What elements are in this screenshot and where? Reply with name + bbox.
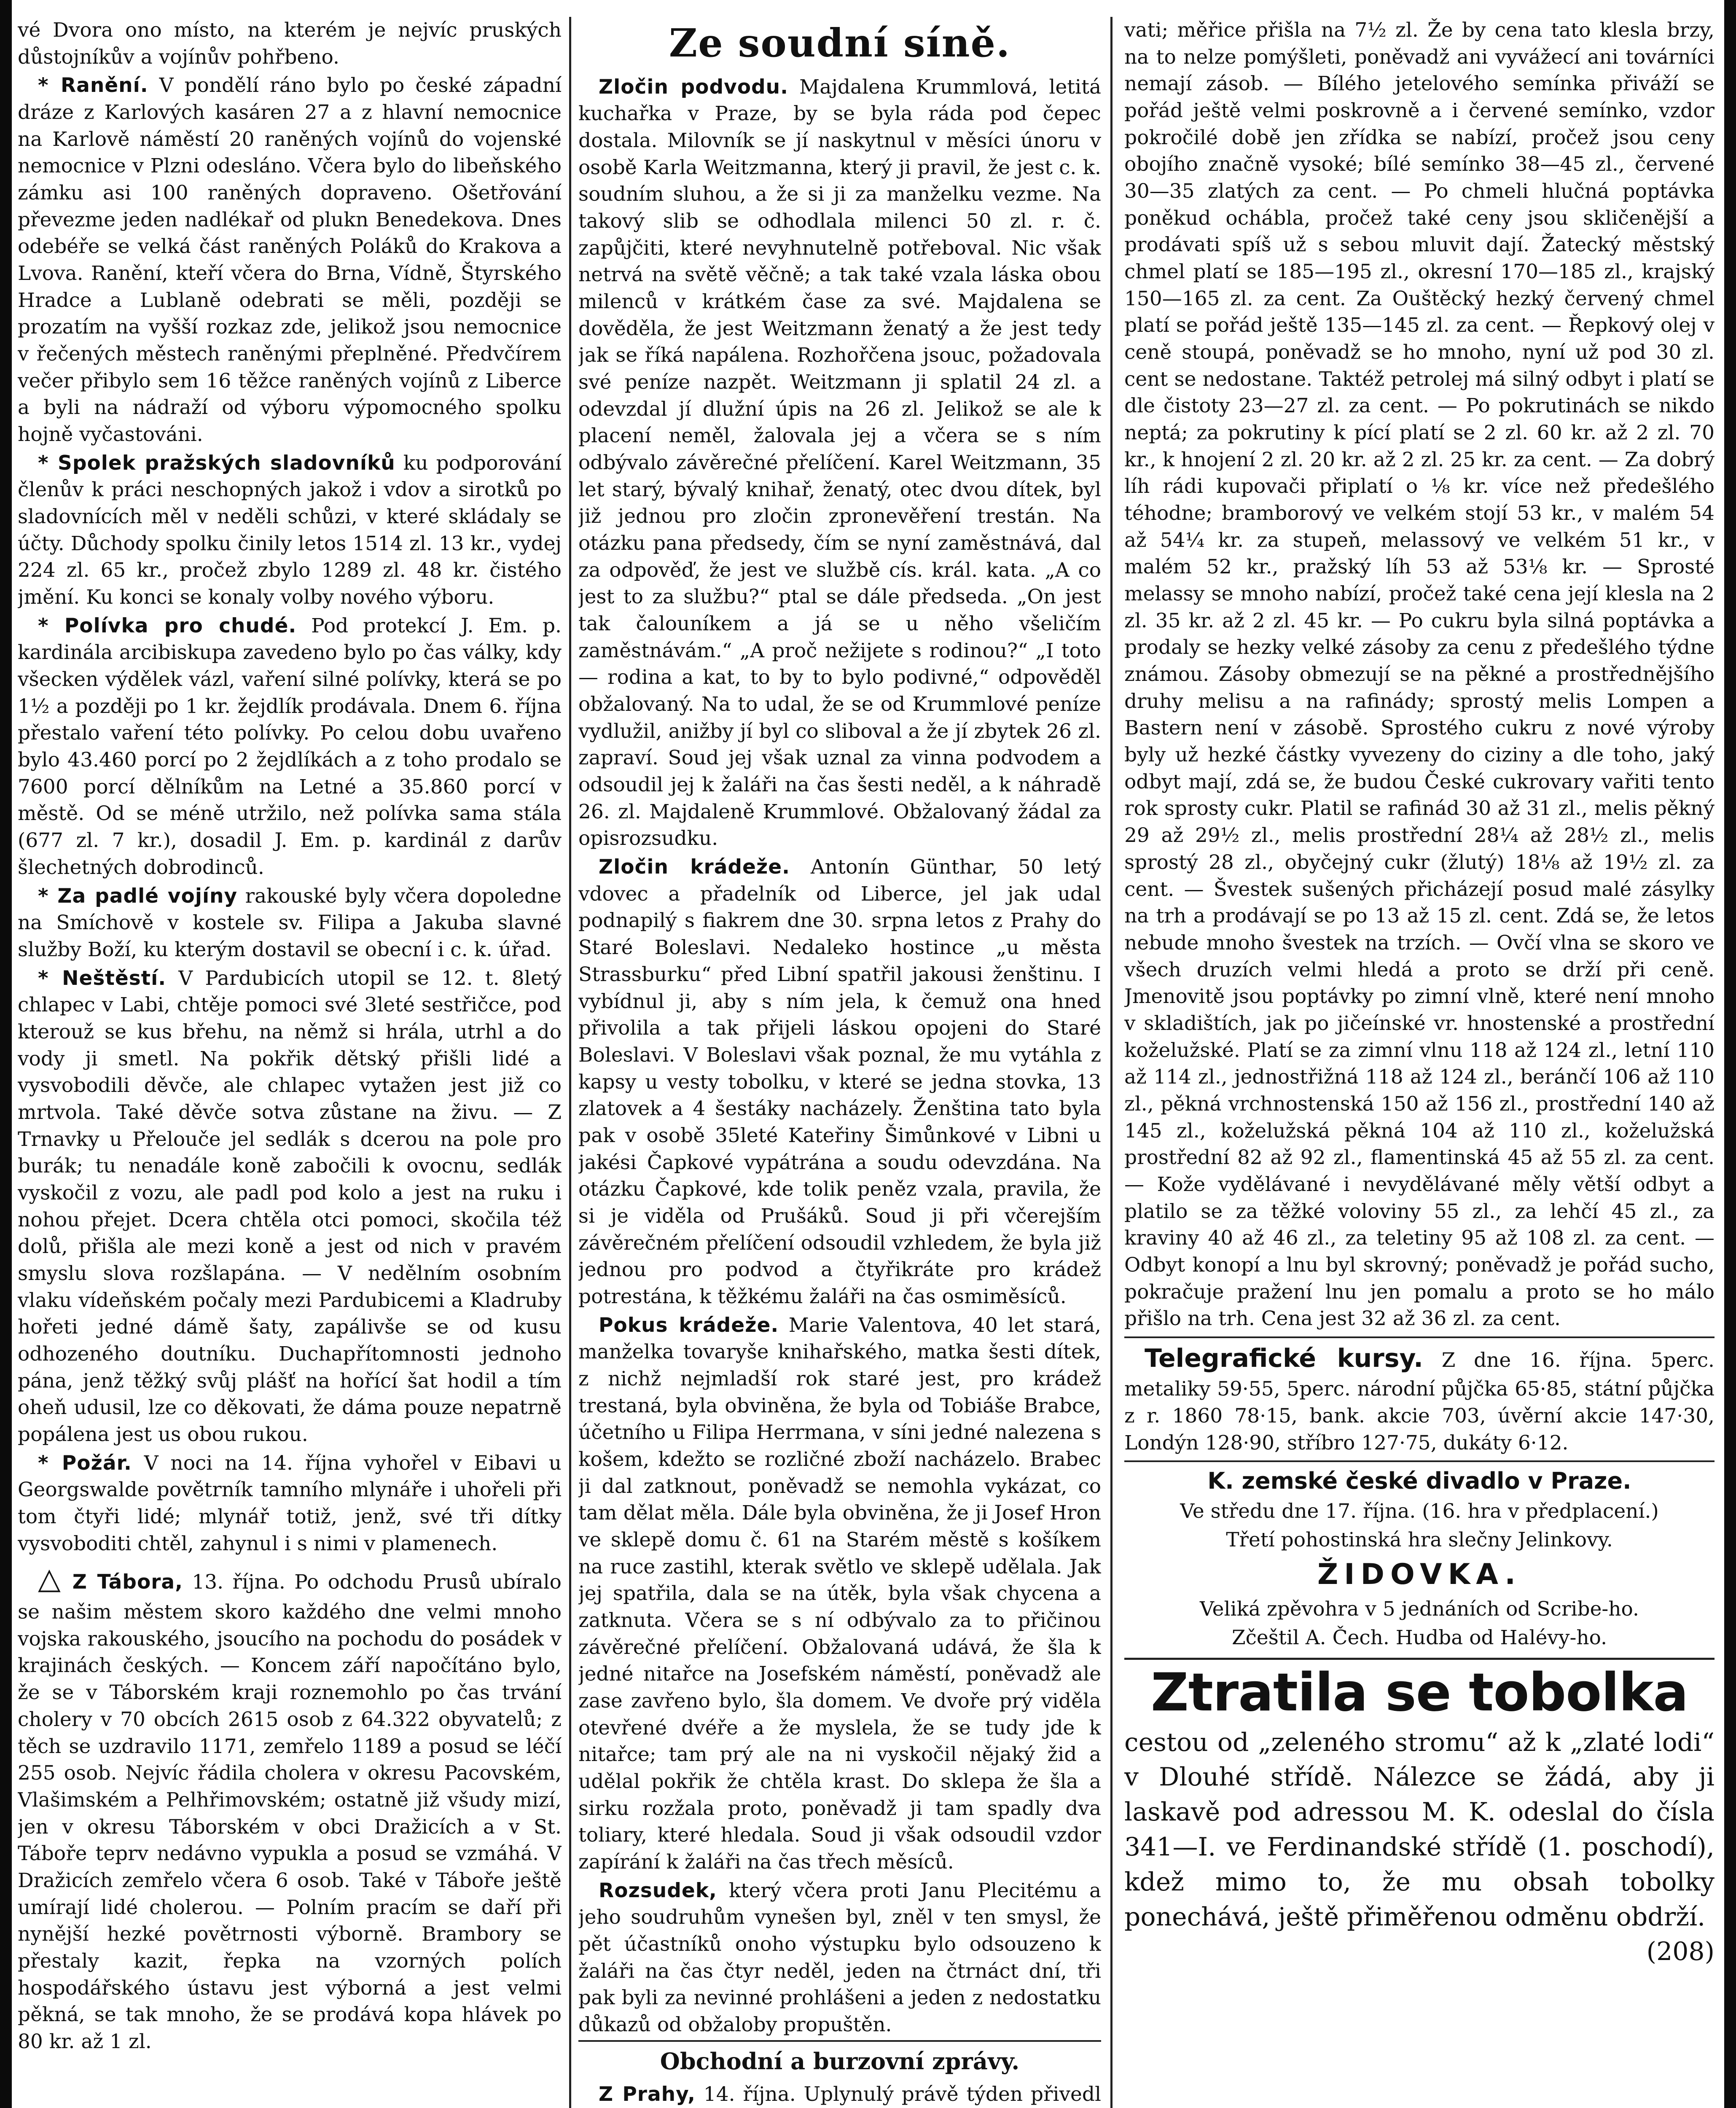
theatre-opera-info: Veliká zpěvohra v 5 jednáních od Scribe-ho. xyxy=(1200,1597,1639,1621)
column-local-news xyxy=(18,17,562,2108)
theatre-notice xyxy=(1124,1460,1715,1651)
article-zlocin-podvodu: Zločin podvodu. Majdalena Krummlová, letitá kuchařka v Praze, by se byla ráda pod čepec dostala. Milovník se jí naskytnul v měsíci únoru v osobě Karla Weitzmanna, který ji pravil, že jest c. k. soudním sluhou, a že si ji za manželku vezme. Na takový slib se odhodlala milenci 50 zl. r. č. zapůjčiti, které nevyhnutelně potřeboval. Nic však netrvá na světě věčně; a tak také vzala láska obou milenců v krátkém čase za své. Majdalena se dověděla, že jest Weitzmann ženatý a že jest tedy jak se říká napálena. Rozhořčena jsouc, požadovala své peníze nazpět. Weitzmann ji splatil 24 zl. a odevzdal jí dlužní úpis na 26 zl. Jelikož se ale k placení neměl, žalovala jej a včera se s ním odbývalo závěrečné přelíčení. Karel Weitzmann, 35 let starý, bývalý knihař, ženatý, otec dvou dítek, byl již jednou pro zločin zpronevěření trestán. Na otázku pana předsedy, čím se nyní zaměstnává, dal za odpověď, že jest ve službě cís. král. kata. „A co jest to za službu?“ ptal se dále předseda. „On jest tak čalouníkem a já se u něho všeličím zaměstnávám.“ „A proč nežijete s rodinou?“ „I toto — rodina a kat, to by to bylo podivné,“ odpověděl obžalovaný. Na to udal, že se od Krummlové peníze vydlužil, anižby jí byl co sliboval a že jí zbytek 26 zl. zapraví. Soud jej však uznal za vinna podvodem a odsoudil jej k žaláři na čas šesti neděl, a k náhradě 26. zl. Majdaleně Krummlové. Obžalovaný žádal za opisrozsudku. xyxy=(578,75,1101,850)
theatre-title: K. zemské české divadlo v Praze. xyxy=(1207,1468,1631,1495)
article-z-tabora: △ Z Tábora, 13. října. Po odchodu Prusů ubíralo se našim městem skoro každého dne velmi mnoho vojska rakouského, jsoucího na pochodu do posádek v krajinách českých. — Koncem září napočítáno bylo, že se v Táborském kraji roznemohlo po čas trvání cholery v 70 obcích 2615 osob z 64.322 obyvatelů; z těch se uzdravilo 1171, zemřelo 1189 a posud se léčí 255 osob. Nejvíc řádila cholera v okresu Pacovském, Vlašimském a Pelhřimovském; ostatně již všudy mizí, jen v okresu Táborském v obci Dražicích a v St. Táboře teprv nedávno vypukla a posud se vzmáhá. V Dražicích zemřelo včera 6 osob. Také v Táboře ještě umírají lidé cholerou. — Polním pracím se daří při nynější hezké povětrnosti výborně. Brambory se přestaly kazit, řepka na vzorných polích hospodářského ústavu jest výborná a jest velmi pěkná, se tak mnoho, že se prodává kopa hlávek po 80 kr. až 1 zl. xyxy=(18,1561,562,2053)
section-heading-business: Obchodní a burzovní zprávy. xyxy=(578,2040,1101,2077)
column-rule-right xyxy=(1110,17,1113,2108)
article-lead: Rozsudek, xyxy=(599,1879,717,1902)
scan-edge-left xyxy=(0,0,12,2108)
exchange-rates-block xyxy=(1124,1336,1715,1456)
article-lead: * Za padlé vojíny xyxy=(38,884,238,908)
article-lead: * Neštěstí. xyxy=(38,966,167,990)
ad-text: cestou od „zeleného stromu“ až k „zlaté lodi“ v Dlouhé střídě. Nálezce se žádá, aby ji laskavě pod adressou M. K. odeslal do čísla 341—I. ve Ferdinandské střídě (1. poschodí), kdež mimo to, že mu obsah tobolky ponechává, ještě přiměřenou odměnu obdrží. (208) xyxy=(1124,1725,1715,1935)
column-court-news xyxy=(578,17,1101,2108)
article-pokus-kradeze: Pokus krádeže. Marie Valentova, 40 let stará, manželka tovaryše knihařského, matka šesti dítek, z nichž nejmladší rok staré jest, pro krádež trestaná, byla obviněna, že byla od Tobiáše Brabce, účetního u Filipa Herrmana, v síni jedné nalezena s košem, kdežto se rozličné zboží nacházelo. Brabec ji dal zatknout, poněvadž se nemohla vykázat, co tam dělat měla. Dále byla obviněna, že ji Josef Hron ve sklepě domu č. 61 na Starém městě s košíkem na ruce zastihl, kterak světlo ve sklepě udělala. Jak jej spatřila, dala se na útěk, byla však chycena a zatknuta. Včera se s ní odbývalo za to přičinou závěrečné přelíčení. Obžalovaná udává, že šla k jedné nitařce na Josefském náměstí, poněvadž ale zase zavřeno bylo, šla domem. Ve dvoře prý viděla otevřené dvéře a že myslela, že se tudy jde k nitařce; tam prý ale na ni vyskočil nějaký žid a udělal pokřik že chtěla krast. Do sklepa že šla a sirku rozžala proto, poněvadž ji tam spadly dva toliary, které hledala. Soud ji však odsoudil vzdor zapírání k žaláři na čas třech měsíců. xyxy=(578,1313,1101,1874)
article-rozsudek: Rozsudek, který včera proti Janu Plecitému a jeho soudruhům vynešen byl, zněl v ten smysl, že pět účastníků onoho výstupku bylo odsouzeno k žaláři na čas čtyr neděl, jeden na čtrnáct dní, tři pak byli za nevinné prohlášeni a jeden z nedostatku důkazů od obžaloby propuštěn. xyxy=(578,1879,1101,2037)
article-pozar: * Požár. V noci na 14. října vyhořel v Eibavi u Georgswalde povětrník tamního mlynáře i uhořeli při tom čtyři lidé; mlynář totiž, jenž, své tři dítky vysvoboditi chtěl, zahynul i s nimi v plamenech. xyxy=(18,1451,562,1555)
article-lead: Z Tábora, xyxy=(72,1570,183,1594)
article-continued: vé Dvora ono místo, na kterém je nejvíc pruských důstojníkův a vojínův pohřbeno. xyxy=(18,19,562,69)
article-lead: Pokus krádeže. xyxy=(599,1313,779,1337)
article-polivka: * Polívka pro chudé. Pod protekcí J. Em. p. kardinála arcibiskupa zavedeno bylo po čas války, kdy všecken výdělek vázl, vaření silné polívky, která se po 1½ a později po 1 kr. žejdlík prodávala. Dnem 6. října přestalo vaření této polívky. Po celou dobu uvařeno bylo 43.460 porcí po 2 žejdlíkách a z toho prodalo se 7600 porcí dělníkům na Letné a 35.860 porcí v městě. Od se méně utržilo, než polívka sama stála (677 zl. 7 kr.), dosadil J. Em. p. kardinál z darův šlechetných dobrodinců. xyxy=(18,614,562,879)
ad-title: Ztratila se tobolka xyxy=(1150,1662,1688,1724)
article-lead: Zločin krádeže. xyxy=(599,855,790,879)
ad-reference-number: (208) xyxy=(1646,1937,1715,1967)
column-rule-left xyxy=(569,17,571,2108)
ad-body xyxy=(1124,1725,1715,1967)
section-heading-court: Ze soudní síně. xyxy=(669,20,1011,66)
article-lead: Z Prahy, xyxy=(599,2082,696,2106)
article-lead: * Ranění. xyxy=(38,74,148,97)
article-market-continued: vati; měřice přišla na 7½ zl. Že by cena tato klesla brzy, na to nelze pomýšleti, poněvadž ani vyvážecí ani továrníci nemají zásob. — Bílého jetelového semínka přiváží se pořád ještě velmi poskrovně a i červené semínko, vzdor pokročilé době jen zřídka se nabízí, pročež jsou ceny obojího značně vysoké; bílé semínko 38—45 zl., červené 30—35 zlatých za cent. — Po chmeli hlučná poptávka poněkud ochábla, pročež také ceny jsou skličenější a prodávati spíš už s sebou mluvit dají. Žatecký městský chmel platí se 185—195 zl., okresní 170—185 zl., krajský 150—165 zl. za cent. Za Ouštěcký hezký červený chmel platí se pořád ještě 135—145 zl. za cent. — Řepkový olej v ceně stoupá, poněvadž se ho mnoho, nyní už pod 30 zl. cent se nedostane. Taktéž petrolej má silný odbyt i platí se dle čistoty 23—27 zl. za cent. — Po pokrutinách se nikdo neptá; za pokrutiny k pící platí se 2 zl. 60 kr. až 2 zl. 70 kr., k hnojení 2 zl. 20 kr. až 2 zl. 25 kr. za cent. — Za dobrý líh rádi kupovači připlatí o ⅛ kr. více než předešlého téhodne; bramborový ve velkém stojí 53 kr., v malém 54 až 54¼ kr. za stupeň, melassový ve velkém 51 kr., v malém 52 kr., pražský líh 53 až 53⅛ kr. — Sprosté melassy se mnoho nabízí, pročež také cena její klesla na 2 zl. 35 kr. až 2 zl. 45 kr. — Po cukru byla silná poptávka a prodaly se hezky velké zásoby za cenu z předešlého týdne známou. Zásoby obmezují se na pěkné a prostřednějšího druhy melisu a na rafinády; sprostý melis Lompen a Bastern není v zásobě. Sprostého cukru z nové výroby byly už hezké částky vyvezeny do ciziny a dle toho, jaký odbyt mají, zdá se, že budou České cukrovary vařiti tento rok sprosty cukr. Platil se rafinád 30 až 31 zl., melis pěkný 29 až 29½ zl., melis prostřední 28¼ až 28½ zl., melis sprostý 28 zl., obyčejný cukr (žlutý) 18⅛ až 19½ zl. za cent. — Švestek sušených přicházejí posud malé zásylky na trh a prodávají se po 13 až 15 zl. cent. Zdá se, že letos nebude mnoho švestek na trzích. — Ovčí vlna se skoro ve všech druzích velmi hledá a proto se drží při ceně. Jmenovitě jsou poptávky po zimní vlně, které není mnoho v skladištích, jak po jičeínské vr. hnostenské a prostřední koželužské. Platí se za zimní vlnu 118 až 124 zl., letní 110 až 114 zl., jednostřižná 118 až 124 zl., beránčí 106 až 110 zl., pěkná vrchnostenská 150 až 156 zl., prostřední 140 až 145 zl., koželužská pěkná 104 až 110 zl., koželužská prostřední 82 až 92 zl., flamentinská 45 až 55 zl. za cent. — Kože vydělávané i nevydělávané měly větší odbyt a platilo se za těžké voloviny 55 zl., za lehčí 45 zl., za kraviny 40 až 46 zl., za teletiny 95 až 108 zl. za cent. — Odbyt konopí a lnu byl skrovný; poněvadž je pořád sucho, pokračuje pražení lnu jen pomalu a proto se ho málo přišlo na trh. Cena jest 32 až 36 zl. za cent. xyxy=(1124,19,1715,1331)
theatre-credits: Zčeštil A. Čech. Hudba od Halévy-ho. xyxy=(1231,1626,1607,1649)
article-padle-vojiny: * Za padlé vojíny rakouské byly včera dopoledne na Smíchově v kostele sv. Filipa a Jakuba slavné služby Boží, ku kterým dostavil se obecní i c. k. úřad. xyxy=(18,884,562,961)
article-lead: * Spolek pražských sladovníků xyxy=(38,451,395,475)
article-lead: Zločin podvodu. xyxy=(599,75,788,99)
article-zlocin-kradeze: Zločin krádeže. Antonín Günthar, 50 letý vdovec a přadelník od Liberce, jel jak udal podnapilý s fiakrem dne 30. srpna letos z Prahy do Staré Boleslavi. Nedaleko hostince „u města Strassburku“ před Libní spatřil jakousi ženštinu. I vybídnul ji, aby s ním jela, k čemuž ona hned přivolila a tak přijeli láskou opojeni do Staré Boleslavi. V Boleslavi však poznal, že mu vytáhla z kapsy u vesty tobolku, v které se jedna stovka, 13 zlatovek a 4 šestáky nacházely. Ženština tato byla pak v osobě 35leté Kateřiny Šimůnkové v Libni u jakési Čapkové vypátrána a soudu odevzdána. Na otázku Čapkové, kde tolik peněz vzala, pravila, že si je viděla od Prušáků. Soud ji při včerejším závěrečném přelíčení odsoudil vzhledem, že byla již jednou pro podvod a čtyřikráte pro krádež potrestána, k těžkému žaláři na čas osmiměsíců. xyxy=(578,855,1101,1308)
exchange-rates-title: Telegrafické kursy. xyxy=(1145,1343,1423,1373)
column-market-and-ads xyxy=(1124,17,1715,2108)
scan-edge-right xyxy=(1724,0,1736,2108)
article-spolek-sladovniku: * Spolek pražských sladovníků ku podporování členův k práci neschopných jakož i vdov a sirotků po sladovnících měl v neděli schůzi, v které skládaly se účty. Důchody spolku činily letos 1514 zl. 13 kr., vydej 224 zl. 65 kr., pročež zbylo 1289 zl. 48 kr. čistého jmění. Ku konci se konaly volby nového výboru. xyxy=(18,451,562,609)
article-nestesti: * Neštěstí. V Pardubicích utopil se 12. t. 8letý chlapec v Labi, chtěje pomoci své 3leté sestřičce, pod kterouž se kus břehu, na němž si hrála, utrhl a do vody ji smetl. Na pokřik dětský přišli lidé a vysvobodili děvče, ale chlapec vytažen jest již co mrtvola. Také děvče sotva zůstane na živu. — Z Trnavky u Přelouče jel sedlák s dcerou na pole pro burák; tu nenadále koně zabočili k ovocnu, sedlák vyskočil z vozu, ale padl pod kolo a jest na ruku i nohou přejet. Dcera chtěla otci pomoci, skočila též dolů, přišla ale mezi koně a jest od nich v pravém smyslu slova rozšlapána. — V nedělním osobním vlaku vídeňském počaly mezi Pardubicemi a Kladruby hořeti jedné dámě šaty, zapálivše se od kusu odhozeného doutníku. Duchapřítomnosti jednoho pána, jenž těžký svůj plášť na hořící šat hodil a tím oheň udusil, lze co děkovati, že dáma pouze nepatrně popálena jest us obou rukou. xyxy=(18,966,562,1446)
triangle-mark-icon: △ xyxy=(38,1561,64,1596)
article-lead: * Požár. xyxy=(38,1451,132,1475)
article-lead: * Polívka pro chudé. xyxy=(38,614,297,637)
article-raneni: * Ranění. V pondělí ráno bylo po české západní dráze z Karlových kasáren 27 a z hlavní nemocnice na Karlově náměstí 20 raněných vojínů do vojenské nemocnice v Plzni odesláno. Včera bylo do libeňského zámku asi 100 raněných dopraveno. Ošetřování převezme jeden nadlékař od plukn Benedekova. Dnes odebéře se velká část raněných Poláků do Krakova a Lvova. Ranění, kteří včera do Brna, Vídně, Štyrského Hradce a Lublaně odebrati se měli, později se prozatím na vyšší rozkaz zde, jelikož jsou nemocnice v řečených městech raněnými přeplněné. Předvčírem večer přibylo sem 16 těžce raněných vojínů z Liberce a byli na nádraží od výboru výpomocného spolku hojně vyčastováni. xyxy=(18,74,562,446)
article-z-prahy: Z Prahy, 14. října. Uplynulý právě týden přivedl xyxy=(599,2082,1101,2106)
newspaper-page xyxy=(18,17,1717,2108)
exchange-rates: Telegrafické kursy. Z dne 16. října. 5perc. metaliky 59·55, 5perc. národní půjčka 65·85, státní půjčka z r. 1860 78·15, bank. akcie 703, úvěrní akcie 147·30, Londýn 128·90, stříbro 127·75, dukáty 6·12. xyxy=(1124,1343,1715,1455)
theatre-date: Ve středu dne 17. října. (16. hra v předplacení.) xyxy=(1180,1500,1659,1523)
theatre-play-title: ŽIDOVKA. xyxy=(1317,1557,1522,1591)
theatre-guest: Třetí pohostinská hra slečny Jelinkovy. xyxy=(1226,1528,1613,1552)
lost-wallet-ad xyxy=(1124,1658,1715,1967)
